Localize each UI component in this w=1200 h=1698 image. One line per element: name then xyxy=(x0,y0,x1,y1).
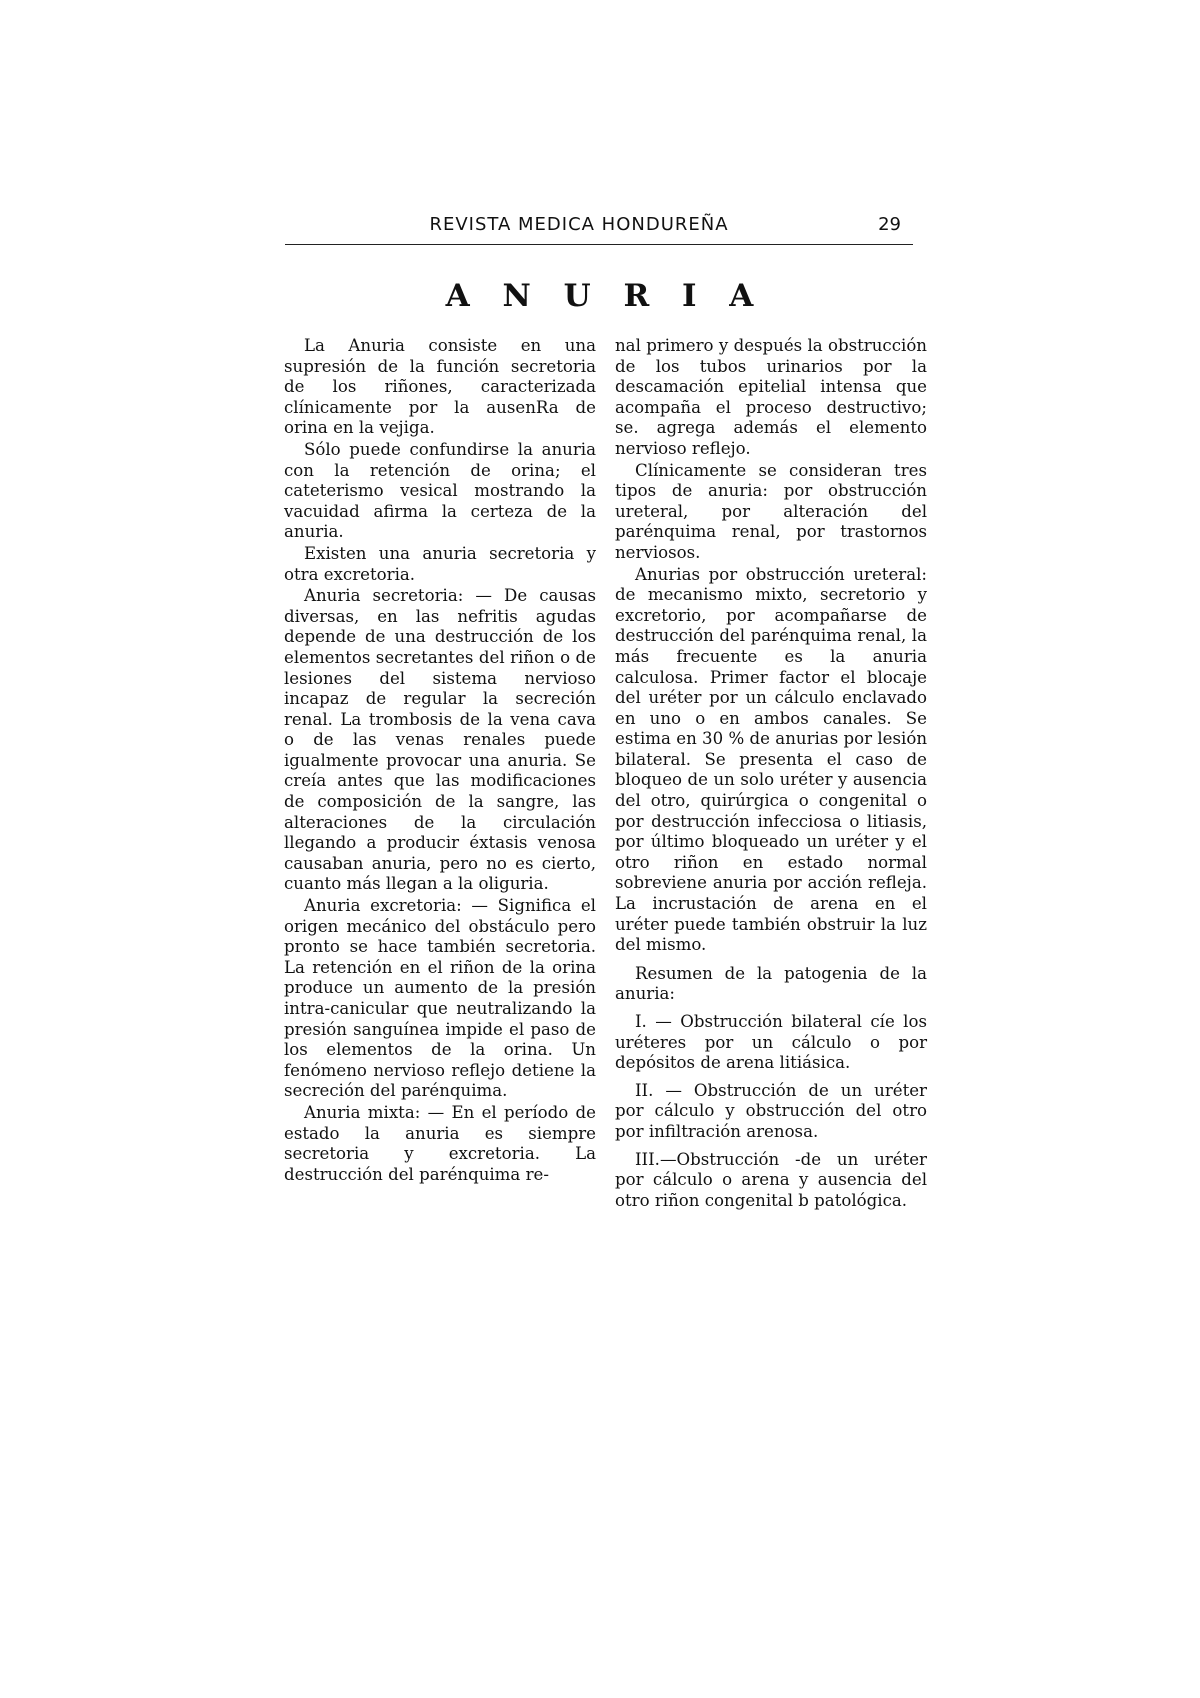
paragraph: Anuria mixta: — En el período de estado la anuria es siempre secretoria y excretoria. La destrucción del parénquima re- xyxy=(284,1102,596,1184)
summary-item: II. — Obstrucción de un uréter por cálculo y obstrucción del otro por infiltración arenosa. xyxy=(615,1080,927,1141)
paragraph: Clínicamente se consideran tres tipos de anuria: por obstrucción ureteral, por alteración del parénquima renal, por trastornos nerviosos. xyxy=(615,460,927,562)
journal-title: REVISTA MEDICA HONDUREÑA xyxy=(429,214,729,235)
paragraph: La Anuria consiste en una supresión de la función secretoria de los riñones, caracterizada clínicamente por la ausenRa de orina en la vejiga. xyxy=(284,336,596,438)
running-header xyxy=(285,214,913,245)
paragraph: Existen una anuria secretoria y otra excretoria. xyxy=(284,543,596,584)
right-column xyxy=(615,336,927,1212)
summary-heading: Resumen de la patogenia de la anuria: xyxy=(615,963,927,1004)
left-column xyxy=(284,336,596,1186)
summary-item: I. — Obstrucción bilateral cíe los uréteres por un cálculo o por depósitos de arena litiásica. xyxy=(615,1012,927,1073)
paragraph: Anuria secretoria: — De causas diversas, en las nefritis agudas depende de una destrucción de los elementos secretantes del riñon o de lesiones del sistema nervioso incapaz de regular la secreción renal. La trombosis de la vena cava o de las venas renales puede igualmente provocar una anuria. Se creía antes que las modificaciones de composición de la sangre, las alteraciones de la circulación llegando a producir éxtasis venosa causaban anuria, pero no es cierto, cuanto más llegan a la oliguria. xyxy=(284,586,596,894)
paragraph: Anurias por obstrucción ureteral: de mecanismo mixto, secretorio y excretorio, por acompañarse de destrucción del parénquima renal, la más frecuente es la anuria calculosa. Primer factor el blocaje del uréter por un cálculo enclavado en uno o en ambos canales. Se estima en 30 % de anurias por lesión bilateral. Se presenta el caso de bloqueo de un solo uréter y ausencia del otro, quirúrgica o congenital o por destrucción infecciosa o litiasis, por último bloqueado un uréter y el otro riñon en estado normal sobreviene anuria por acción refleja. La incrustación de arena en el uréter puede también obstruir la luz del mismo. xyxy=(615,564,927,955)
paragraph: Sólo puede confundirse la anuria con la retención de orina; el cateterismo vesical mostrando la vacuidad afirma la certeza de la anuria. xyxy=(284,439,596,542)
article-title: A N U R I A xyxy=(445,278,765,314)
paragraph: Anuria excretoria: — Significa el origen mecánico del obstáculo pero pronto se hace también secretoria. La retención en el riñon de la orina produce un aumento de la presión intra-canicular que neutralizando la presión sanguínea impide el paso de los elementos de la orina. Un fenómeno nervioso reflejo detiene la secreción del parénquima. xyxy=(284,896,596,1101)
paragraph: nal primero y después la obstrucción de los tubos urinarios por la descamación epitelial intensa que acompaña el proceso destructivo; se. agrega además el elemento nervioso reflejo. xyxy=(615,336,927,458)
summary-item: III.—Obstrucción -de un uréter por cálculo o arena y ausencia del otro riñon congenital b patológica. xyxy=(615,1149,927,1210)
page-number: 29 xyxy=(878,214,901,235)
